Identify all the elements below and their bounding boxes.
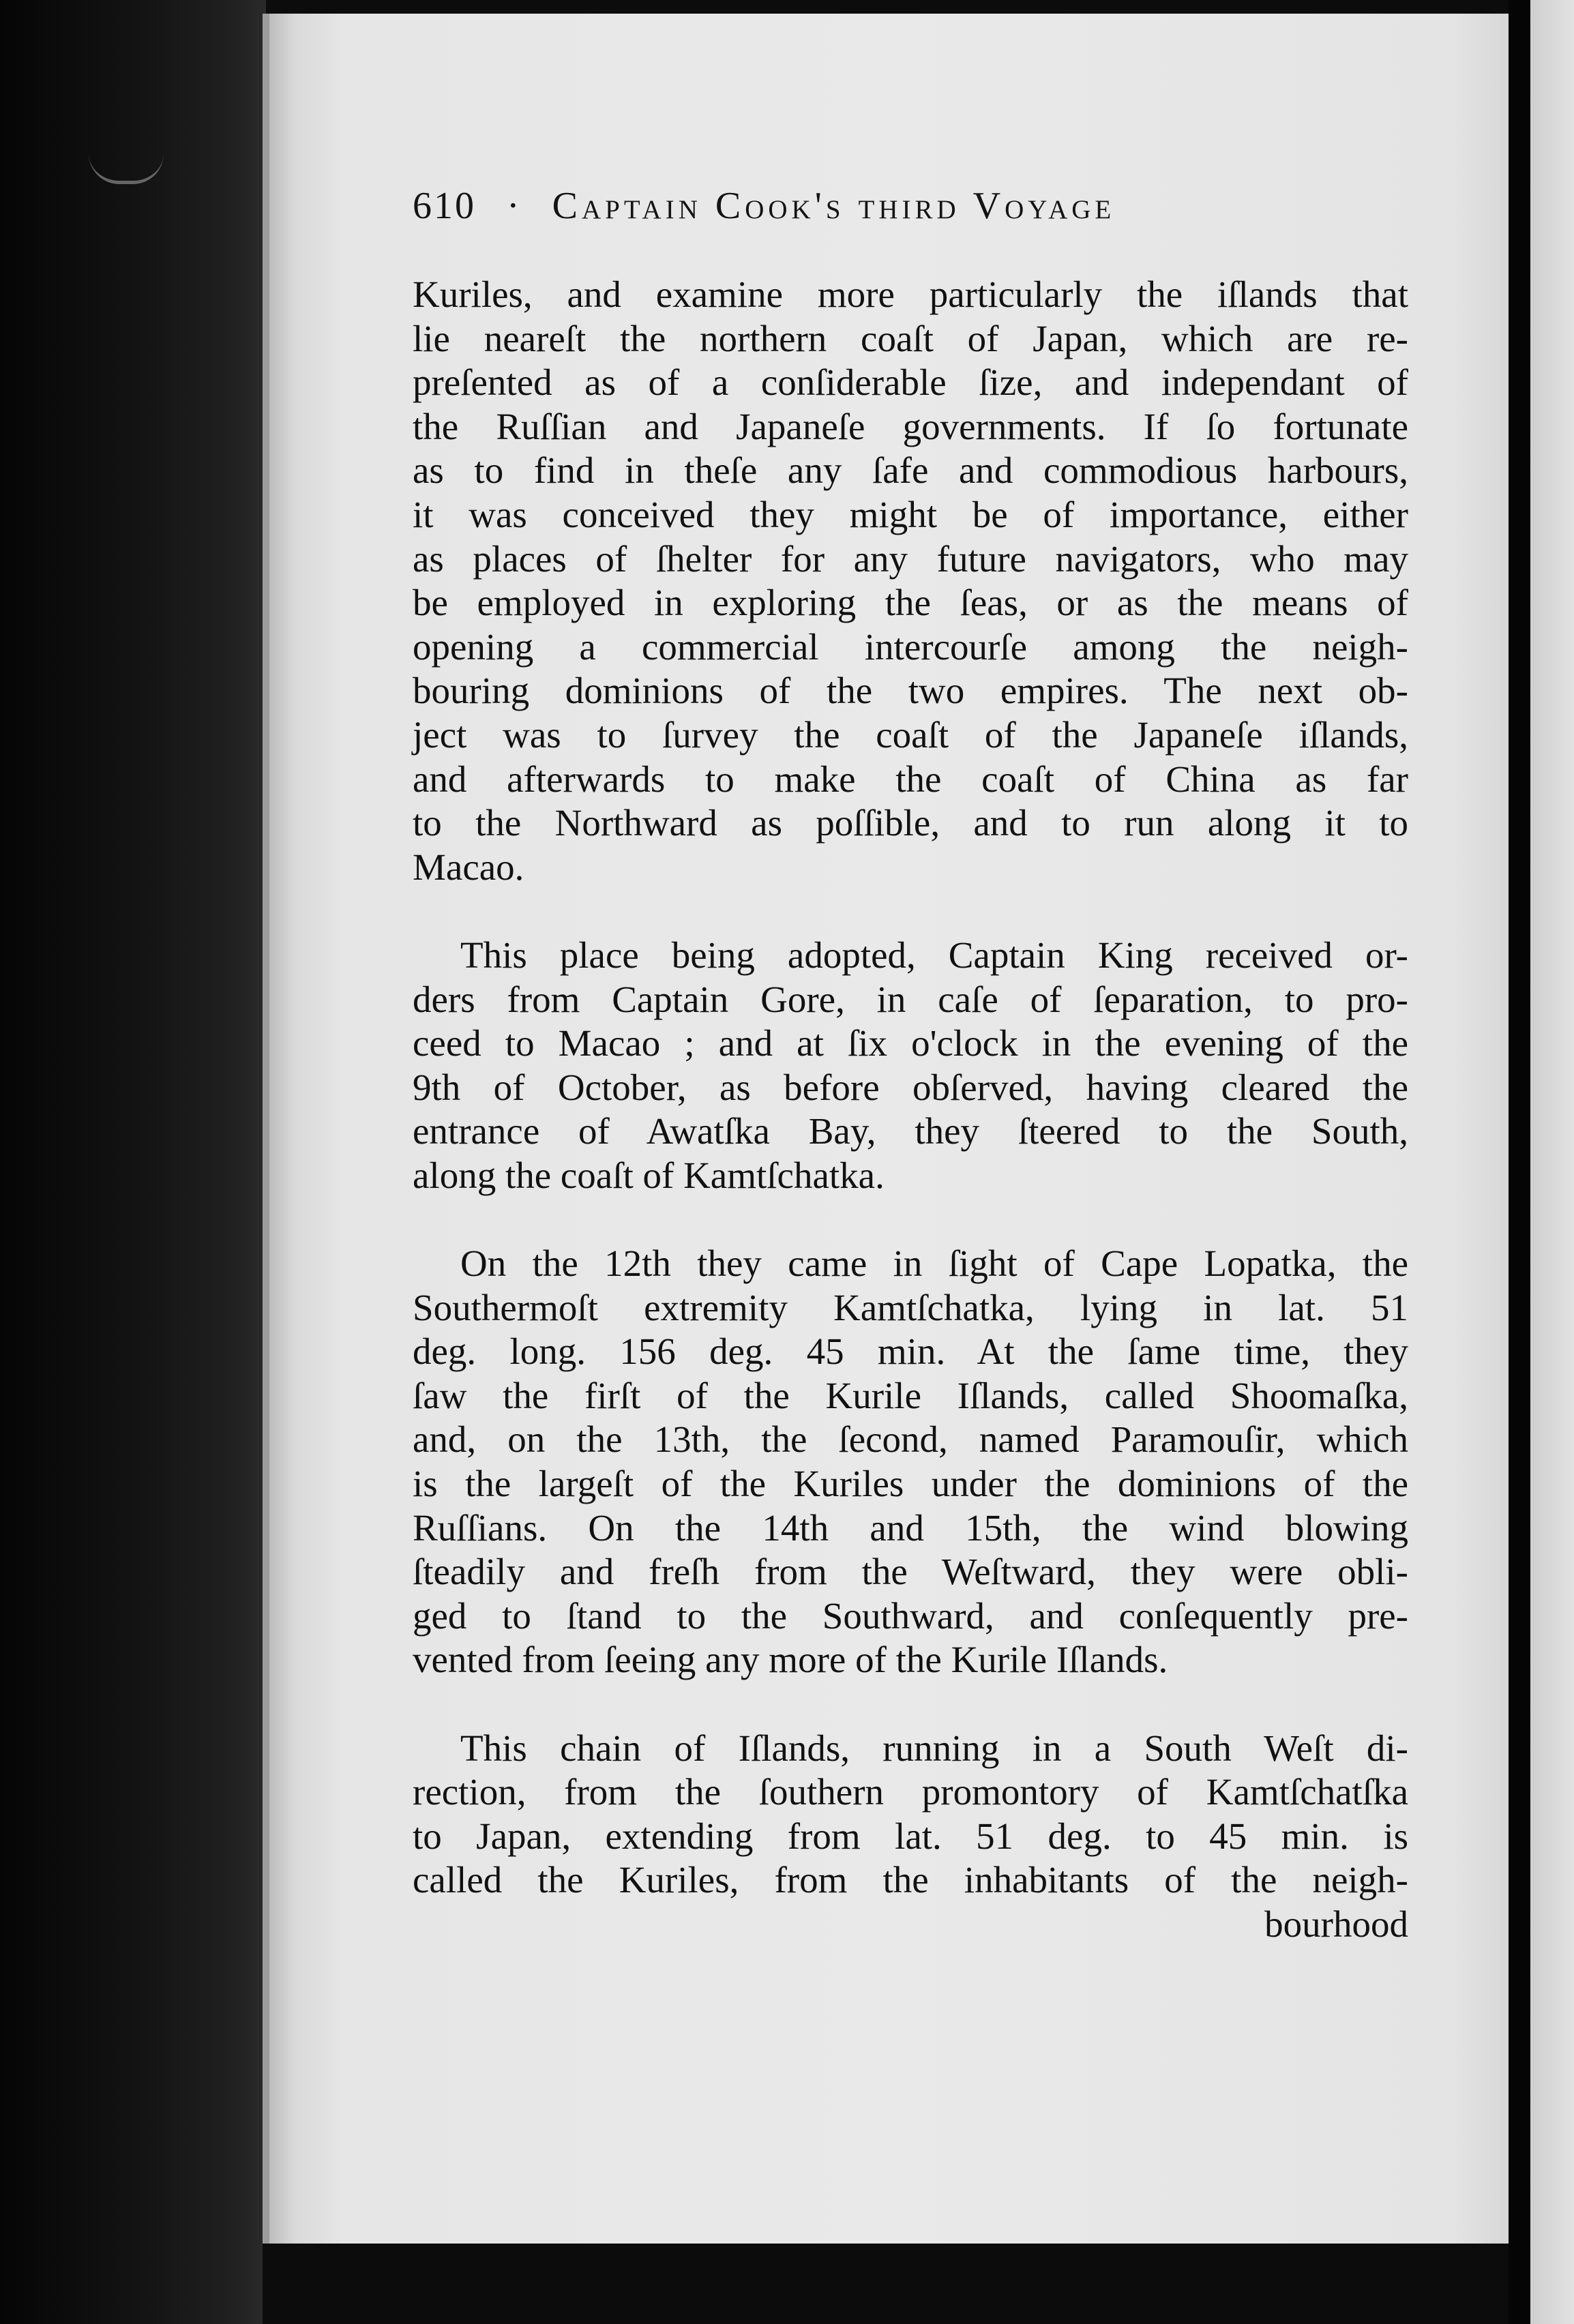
- paragraph-1: [413, 273, 1408, 889]
- text-line: deg. long. 156 deg. 45 min. At the ſame time, they: [413, 1330, 1408, 1373]
- text-line: rection, from the ſouthern promontory of Kamtſchatſka: [413, 1771, 1408, 1813]
- text-line: be employed in exploring the ſeas, or as the means of: [413, 582, 1408, 624]
- text-line: called the Kuriles, from the inhabitants of the neigh-: [413, 1859, 1408, 1901]
- text-line: along the coaſt of Kamtſchatka.: [413, 1154, 885, 1196]
- text-line: is the largeſt of the Kuriles under the dominions of the: [413, 1463, 1408, 1505]
- page-gutter: [1509, 0, 1530, 2324]
- running-title: Captain Cook's third Voyage: [552, 185, 1116, 227]
- adjacent-page-edge: [1530, 0, 1574, 2324]
- text-line: and, on the 13th, the ſecond, named Paramouſir, which: [413, 1418, 1408, 1461]
- text-line: entrance of Awatſka Bay, they ſteered to the South,: [413, 1110, 1408, 1152]
- page-bottom-shadow: [263, 2244, 1517, 2324]
- text-line: and afterwards to make the coaſt of China as far: [413, 758, 1408, 800]
- text-line: Kuriles, and examine more particularly the iſlands that: [413, 273, 1408, 315]
- text-line: This chain of Iſlands, running in a South Weſt di-: [460, 1727, 1408, 1769]
- text-line: ſaw the firſt of the Kurile Iſlands, called Shoomaſka,: [413, 1374, 1408, 1416]
- text-line: ged to ſtand to the Southward, and conſequently pre-: [413, 1594, 1408, 1637]
- text-line: Southermoſt extremity Kamtſchatka, lying in lat. 51: [413, 1286, 1408, 1328]
- header-separator: ·: [507, 185, 522, 227]
- text-line: ject was to ſurvey the coaſt of the Japaneſe iſlands,: [413, 713, 1408, 756]
- binding-mark: [89, 153, 164, 184]
- text-line: preſented as of a conſiderable ſize, and independant of: [413, 361, 1408, 404]
- text-line: it was conceived they might be of importance, either: [413, 493, 1408, 535]
- text-line: ſteadily and freſh from the Weſtward, they were obli-: [413, 1551, 1408, 1593]
- text-line: lie neareſt the northern coaſt of Japan, which are re-: [413, 317, 1408, 359]
- text-line: opening a commercial intercourſe among the neigh-: [413, 625, 1408, 668]
- text-line: Ruſſians. On the 14th and 15th, the wind blowing: [413, 1506, 1408, 1549]
- paragraph-2: [413, 934, 1408, 1198]
- text-line: 9th of October, as before obſerved, having cleared the: [413, 1066, 1408, 1108]
- text-line: bouring dominions of the two empires. The next ob-: [413, 670, 1408, 712]
- body-text: [413, 273, 1408, 1947]
- text-line: On the 12th they came in ſight of Cape Lopatka, the: [460, 1242, 1408, 1285]
- book-spine: [0, 0, 266, 2324]
- text-line: ceed to Macao ; and at ſix o'clock in the evening of the: [413, 1022, 1408, 1064]
- text-line: ders from Captain Gore, in caſe of ſeparation, to pro-: [413, 978, 1408, 1020]
- page-number: 610: [413, 185, 476, 227]
- text-line: as places of ſhelter for any future navigators, who may: [413, 537, 1408, 580]
- paragraph-4: [413, 1727, 1408, 1903]
- running-header: [413, 184, 1313, 239]
- text-line: as to find in theſe any ſafe and commodious harbours,: [413, 449, 1408, 492]
- text-line: This place being adopted, Captain King received or-: [460, 934, 1408, 976]
- text-line: to Japan, extending from lat. 51 deg. to 45 min. is: [413, 1815, 1408, 1857]
- text-line: Macao.: [413, 846, 524, 888]
- catchword: bourhood: [1264, 1903, 1408, 1945]
- paragraph-3: [413, 1242, 1408, 1682]
- text-line: to the Northward as poſſible, and to run along it to: [413, 802, 1408, 844]
- text-line: the Ruſſian and Japaneſe governments. If ſo fortunate: [413, 405, 1408, 447]
- text-line: vented from ſeeing any more of the Kurile Iſlands.: [413, 1639, 1168, 1681]
